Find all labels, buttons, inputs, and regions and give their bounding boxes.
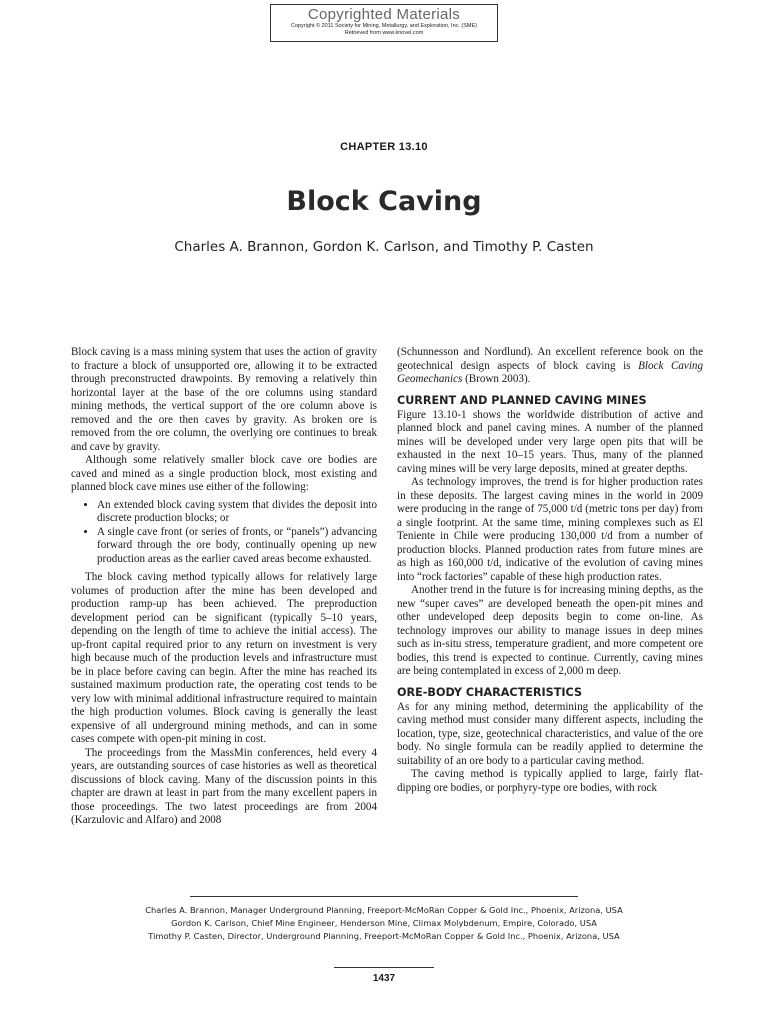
page-number: 1437: [372, 973, 396, 984]
list-item: • An extended block caving system that divides the deposit into discrete production blocks; or: [97, 499, 377, 526]
page-title: Block Caving: [286, 186, 482, 217]
paragraph: Another trend in the future is for increasing mining depths, as the new “super caves” are developed beneath the open-pit mines and other undeveloped deep deposits begin to come on-line. As technology improves our ability to manage issues in deep mines such as in-situ stress, temperature gradient, and more competent ore bodies, this trend is expected to continue. Currently, caving mines are being contemplated in excess of 2,000 m deep.: [397, 584, 703, 677]
affiliation-line: Gordon K. Carlson, Chief Mine Engineer, Henderson Mine, Climax Molybdenum, Empire, Colorado, USA: [171, 918, 597, 929]
list-item: • A single cave front (or series of fronts, or “panels”) advancing forward through the ore body, continually opening up new production areas as the earlier caved areas become exhausted.: [97, 526, 377, 567]
copyright-stamp-line-1: Copyright © 2011 Society for Mining, Metallurgy, and Exploration, Inc. (SME): [290, 23, 478, 29]
footnote-divider: [190, 896, 578, 897]
copyright-stamp-line-2: Retrieved from www.knovel.com: [344, 30, 424, 36]
copyright-stamp: [270, 4, 498, 42]
left-column: [71, 346, 377, 828]
copyright-stamp-heading: Copyrighted Materials: [307, 6, 461, 23]
text-run: (Brown 2003).: [462, 373, 531, 385]
book-title: Block Caving Geomechanics: [397, 359, 704, 385]
author-affiliations: [0, 904, 768, 944]
paragraph: The proceedings from the MassMin conferences, held every 4 years, are outstanding sources of case histories as well as theoretical discussions of block caving. Many of the discussion points in this chapter are drawn at least in part from the many excellent papers in those proceedings. The two latest proceedings are from 2004 (Karzulovic and Alfaro) and 2008: [71, 746, 377, 826]
paragraph: Figure 13.10-1 shows the worldwide distribution of active and planned block and panel caving mines. A number of the planned mines will be developed under very large open pits that will be exhausted in the next 10–15 years. Thus, many of the planned caving mines will be very large deposits, mined at greater depths.: [397, 408, 703, 475]
section-heading: CURRENT AND PLANNED CAVING MINES: [397, 393, 647, 407]
section-heading: ORE-BODY CHARACTERISTICS: [397, 685, 583, 699]
author-line: Charles A. Brannon, Gordon K. Carlson, and Timothy P. Casten: [174, 239, 594, 255]
paragraph: [397, 346, 703, 387]
paragraph: The block caving method typically allows for relatively large volumes of production after the mine has been developed and production ramp-up has been achieved. The preproduction development period can be significant (typically 5–10 years, depending on the length of time to achieve the initial access). The up-front capital required prior to any return on investment is very high because much of the production levels and infrastructure must be in place before caving can begin. After the mine has reached its sustained maximum production rate, the operating cost tends to be very low with minimal additional infrastructure required to maintain the high production volumes. Block caving is generally the least expensive of all underground mining methods, and can in some cases compete with open-pit mining in cost.: [71, 571, 377, 745]
bullet-list: [71, 499, 377, 567]
page-number-rule: [334, 967, 434, 968]
paragraph: The caving method is typically applied to large, fairly flat-dipping ore bodies, or porphyry-type ore bodies, with rock: [397, 768, 703, 794]
paragraph: Although some relatively smaller block cave ore bodies are caved and mined as a single production block, most existing and planned block cave mines use either of the following:: [71, 454, 377, 493]
paragraph: As technology improves, the trend is for higher production rates in these deposits. The largest caving mines in the world in 2009 were producing in the range of 75,000 t/d (metric tons per day) from a single footprint. At the same time, mining complexes such as El Teniente in Chile were producing 130,000 t/d from a number of production blocks. Planned production rates from future mines are as high as 160,000 t/d, indicative of the evolution of caving mines into “rock factories” capable of these high production rates.: [397, 476, 703, 583]
affiliation-line: Timothy P. Casten, Director, Underground Planning, Freeport-McMoRan Copper & Gold Inc., Phoenix, Arizona, USA: [148, 931, 620, 942]
text-run: (Schunnesson and Nordlund). An excellent reference book on the geotechnical design aspects of block caving is: [397, 346, 703, 372]
paragraph: As for any mining method, determining the applicability of the caving method must consider many different aspects, including the location, type, size, geotechnical characteristics, and value of the ore body. No single formula can be readily applied to determine the suitability of an ore body to a particular caving method.: [397, 700, 703, 767]
right-column: [397, 346, 703, 795]
affiliation-line: Charles A. Brannon, Manager Underground Planning, Freeport-McMoRan Copper & Gold Inc., Phoenix, Arizona, USA: [145, 905, 623, 915]
paragraph: Block caving is a mass mining system that uses the action of gravity to fracture a block of unsupported ore, allowing it to be extracted through preconstructed drawpoints. By removing a relatively thin horizontal layer at the base of the ore columns using standard mining methods, the vertical support of the ore column above is removed and the ore then caves by gravity. As broken ore is removed from the ore column, the overlying ore continues to break and cave by gravity.: [71, 346, 377, 453]
chapter-label: CHAPTER 13.10: [340, 141, 428, 153]
